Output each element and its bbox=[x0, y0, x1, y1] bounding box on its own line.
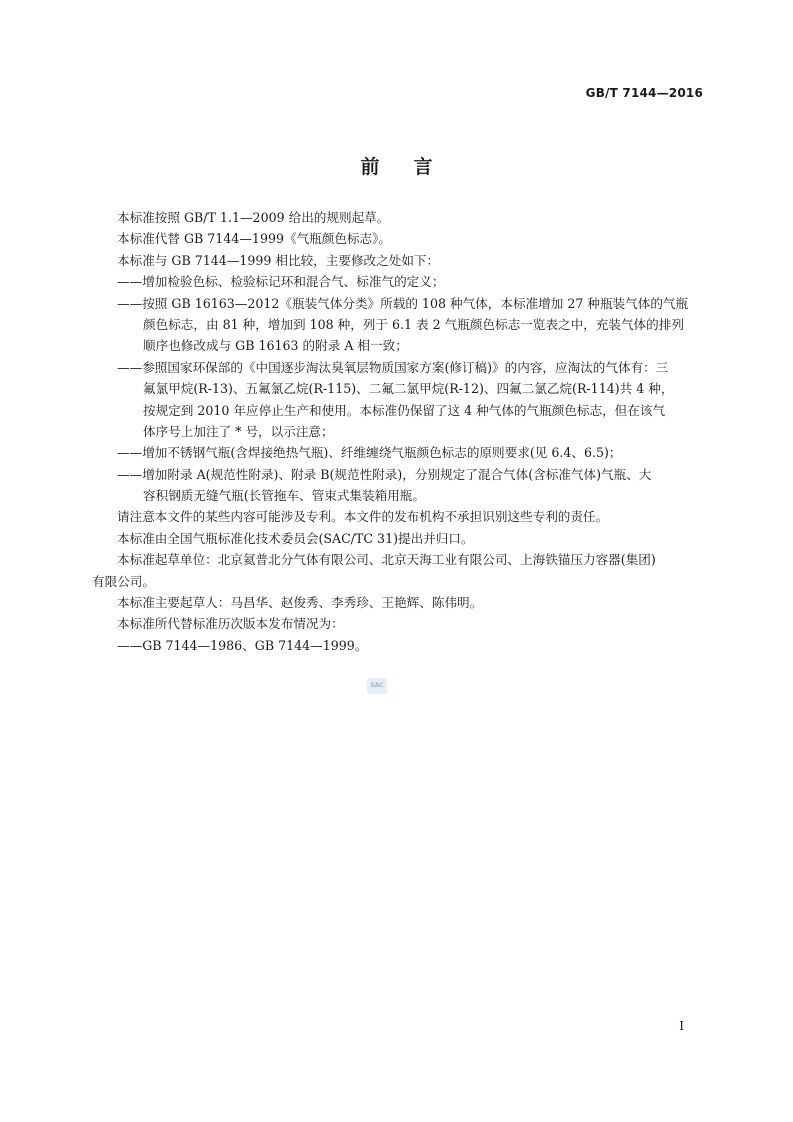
text-line: 请注意本文件的某些内容可能涉及专利。本文件的发布机构不承担识别这些专利的责任。 bbox=[117, 509, 609, 525]
sac-watermark-logo: SAC bbox=[367, 678, 387, 694]
text-line: 氟氯甲烷(R-13)、五氟氯乙烷(R-115)、二氟二氯甲烷(R-12)、四氟二氯乙烷(R-114)共 4 种， bbox=[143, 381, 674, 397]
text-line: ——GB 7144—1986、GB 7144—1999。 bbox=[117, 637, 368, 653]
text-line: 本标准主要起草人：马昌华、赵俊秀、李秀珍、王艳辉、陈伟明。 bbox=[117, 595, 483, 611]
text-line: 本标准代替 GB 7144—1999《气瓶颜色标志》。 bbox=[117, 231, 392, 247]
text-line: ——增加附录 A(规范性附录)、附录 B(规范性附录)，分别规定了混合气体(含标准气体)气瓶、大 bbox=[117, 466, 652, 482]
text-line: ——参照国家环保部的《中国逐步淘汰臭氧层物质国家方案(修订稿)》的内容，应淘汰的气体有：三 bbox=[117, 359, 669, 375]
text-line: 有限公司。 bbox=[92, 573, 155, 589]
text-line: 本标准按照 GB/T 1.1—2009 给出的规则起草。 bbox=[117, 210, 390, 225]
page-number: I bbox=[679, 1019, 684, 1033]
text-line: ——按照 GB 16163—2012《瓶装气体分类》所载的 108 种气体，本标准增加 27 种瓶装气体的气瓶 bbox=[117, 295, 689, 311]
text-line: ——增加不锈钢气瓶(含焊接绝热气瓶)、纤维缠绕气瓶颜色标志的原则要求(见 6.4、6.5)； bbox=[117, 445, 622, 461]
text-line: 本标准所代替标准历次版本发布情况为： bbox=[117, 616, 344, 632]
preface-body bbox=[92, 207, 707, 656]
text-line: 顺序也修改成与 GB 16163 的附录 A 相一致； bbox=[143, 338, 408, 354]
standard-code: GB/T 7144—2016 bbox=[585, 86, 703, 100]
text-line: 本标准由全国气瓶标准化技术委员会(SAC/TC 31)提出并归口。 bbox=[117, 530, 474, 546]
text-line: 按规定到 2010 年应停止生产和使用。本标准仍保留了这 4 种气体的气瓶颜色标志，但在该气 bbox=[143, 402, 666, 418]
text-line: 容积钢质无缝气瓶(长管拖车、管束式集装箱用瓶。 bbox=[143, 488, 425, 504]
text-line: 体序号上加注了 * 号，以示注意； bbox=[143, 423, 334, 439]
text-line: 本标准与 GB 7144—1999 相比较，主要修改之处如下： bbox=[117, 252, 440, 268]
page-title: 前言 bbox=[360, 156, 467, 178]
text-line: ——增加检验色标、检验标记环和混合气、标准气的定义； bbox=[117, 274, 445, 290]
text-line: 颜色标志，由 81 种，增加到 108 种，列于 6.1 表 2 气瓶颜色标志一览表之中，充装气体的排列 bbox=[143, 316, 684, 332]
text-line: 本标准起草单位：北京氦普北分气体有限公司、北京天海工业有限公司、上海铁锚压力容器(集团) bbox=[117, 552, 656, 568]
